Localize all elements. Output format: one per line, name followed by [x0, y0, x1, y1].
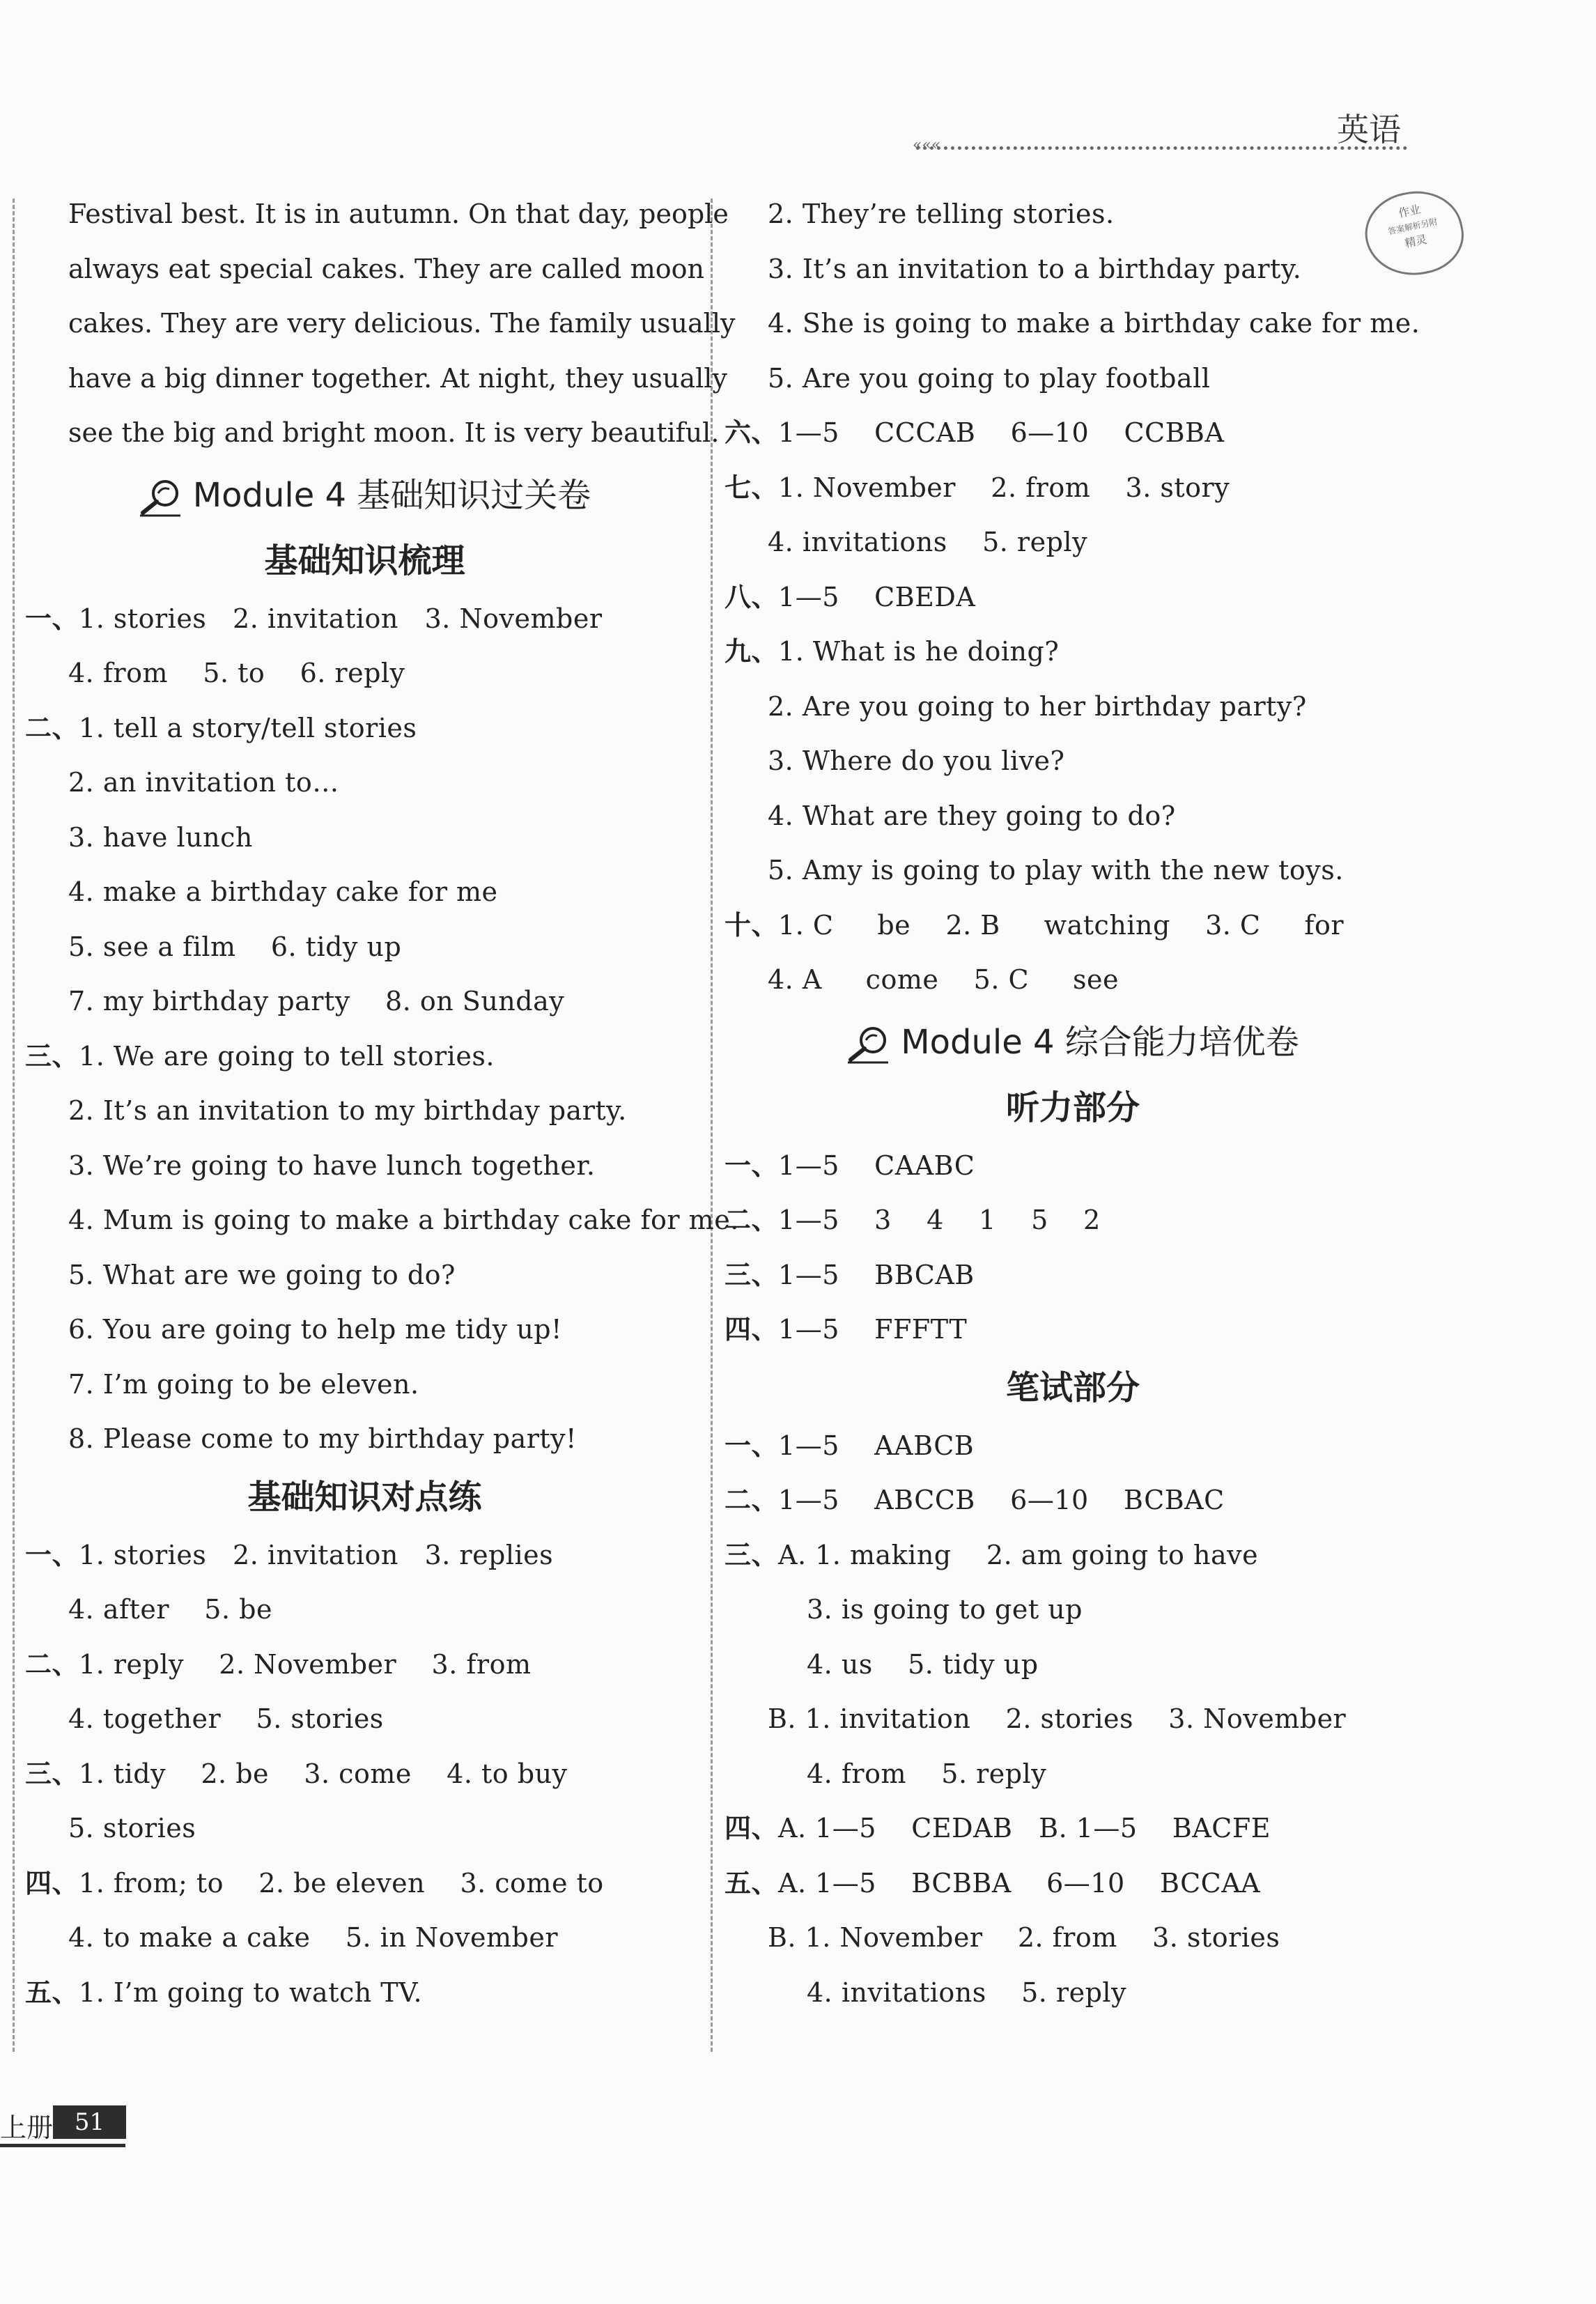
answer-line — [725, 1801, 1421, 1856]
section-title: 笔试部分 — [1005, 1368, 1140, 1407]
answer-text: 1. What is he doing? — [778, 636, 1060, 667]
answer-text: 4. after 5. be — [68, 1594, 272, 1625]
answer-text: A. 1—5 BCBBA 6—10 BCCAA — [778, 1867, 1261, 1899]
question-number: 八、 — [725, 581, 779, 612]
question-number: 三、 — [725, 1539, 779, 1570]
answer-line — [25, 1248, 704, 1303]
answer-text: 1—5 CCCAB 6—10 CCBBA — [778, 417, 1225, 448]
section-title: 听力部分 — [1005, 1088, 1140, 1127]
section-title: 基础知识对点练 — [247, 1477, 482, 1517]
module-title-text: Module 4 综合能力培优卷 — [901, 1022, 1299, 1062]
answer-text: 4. to make a cake 5. in November — [68, 1922, 558, 1953]
answer-line — [725, 515, 1421, 570]
question-number: 七、 — [725, 472, 779, 503]
question-number: 四、 — [725, 1813, 779, 1843]
answer-text: 4. from 5. to 6. reply — [68, 658, 405, 688]
answer-list — [25, 592, 739, 1467]
answer-text: 1. stories 2. invitation 3. November — [79, 603, 603, 634]
answer-text: 4. She is going to make a birthday cake for me. — [768, 308, 1420, 339]
answer-text: 4. A come 5. C see — [768, 964, 1119, 995]
answer-line — [25, 646, 704, 701]
magnifier-icon — [846, 1025, 891, 1064]
answer-line — [725, 734, 1421, 789]
answer-text: 1. stories 2. invitation 3. replies — [79, 1539, 554, 1570]
answer-line — [25, 1747, 704, 1802]
answer-line — [725, 351, 1421, 406]
answer-text: 5. stories — [68, 1813, 196, 1843]
answer-text: 2. an invitation to… — [68, 767, 339, 798]
answer-text: 3. is going to get up — [807, 1594, 1083, 1625]
magnifier-icon — [139, 478, 183, 517]
answer-line — [25, 1637, 704, 1692]
question-number: 三、 — [25, 1758, 79, 1789]
answer-text: 4. What are they going to do? — [768, 800, 1176, 831]
question-number: 二、 — [25, 712, 79, 743]
answer-line — [725, 1747, 1421, 1802]
answer-line — [25, 1692, 704, 1747]
answer-text: 5. Amy is going to play with the new toys. — [768, 855, 1344, 886]
answer-text: 4. invitations 5. reply — [807, 1977, 1127, 2008]
intro-line: Festival best. It is in autumn. On that day, people — [68, 199, 729, 229]
stamp-top: 作业 — [1397, 202, 1422, 220]
answer-line — [25, 1302, 704, 1357]
answer-text: 1. November 2. from 3. story — [778, 472, 1230, 503]
answer-text: 5. What are we going to do? — [68, 1259, 456, 1290]
answer-line — [25, 755, 704, 810]
question-number: 一、 — [725, 1150, 779, 1181]
answer-line — [725, 898, 1421, 953]
question-number: 二、 — [25, 1648, 79, 1680]
answer-line — [725, 789, 1421, 844]
answer-line — [725, 843, 1421, 898]
answer-text: 4. from 5. reply — [807, 1758, 1047, 1789]
section-title: 基础知识梳理 — [264, 541, 465, 580]
answer-line — [725, 1582, 1421, 1637]
module-title — [25, 461, 704, 530]
answer-text: 4. together 5. stories — [68, 1703, 384, 1734]
answer-line — [725, 570, 1421, 625]
answer-text: 6. You are going to help me tidy up! — [68, 1314, 562, 1345]
question-number: 五、 — [725, 1867, 779, 1899]
module-title-text: Module 4 基础知识过关卷 — [192, 475, 591, 515]
stamp-bottom: 精灵 — [1403, 232, 1429, 250]
header-arrows: ««« — [913, 137, 941, 154]
answer-text: 1—5 CBEDA — [778, 581, 976, 612]
answer-line — [25, 1965, 704, 2020]
intro-line: cakes. They are very delicious. The family usually — [68, 308, 736, 339]
answer-line — [25, 701, 704, 756]
answer-text: 1. reply 2. November 3. from — [79, 1648, 532, 1680]
answer-line — [725, 187, 1421, 242]
answer-text: 1. from; to 2. be eleven 3. come to — [79, 1867, 604, 1899]
answer-text: 1. tell a story/tell stories — [79, 712, 417, 743]
answer-text: B. 1. invitation 2. stories 3. November — [768, 1703, 1347, 1734]
answer-text: 1. We are going to tell stories. — [79, 1040, 495, 1072]
answer-line — [725, 1418, 1421, 1474]
answer-text: 1—5 CAABC — [778, 1150, 975, 1181]
answer-text: 1—5 AABCB — [778, 1430, 975, 1461]
answer-line — [25, 974, 704, 1029]
module-title — [725, 1007, 1421, 1077]
volume-label: 上册 — [0, 2112, 54, 2143]
left-margin-line — [13, 199, 15, 2052]
answer-text: A. 1—5 CEDAB B. 1—5 BACFE — [778, 1813, 1271, 1843]
answer-text: 1. tidy 2. be 3. come 4. to buy — [79, 1758, 568, 1789]
answer-line — [725, 1856, 1421, 1911]
question-number: 一、 — [25, 1539, 79, 1570]
right-column — [725, 187, 1421, 2020]
answer-list — [725, 187, 1421, 1007]
question-number: 二、 — [725, 1485, 779, 1515]
question-number: 九、 — [725, 636, 779, 667]
answer-text: 1. I’m going to watch TV. — [79, 1977, 423, 2008]
answer-line — [25, 1138, 704, 1193]
answer-line — [725, 296, 1421, 351]
answer-line — [725, 1528, 1421, 1583]
answer-text: 4. make a birthday cake for me — [68, 876, 498, 907]
answer-line — [25, 1910, 704, 1965]
question-number: 三、 — [25, 1040, 79, 1072]
header-dotted-rule — [916, 146, 1407, 150]
footer-rule — [0, 2144, 125, 2147]
answer-line — [725, 1637, 1421, 1692]
question-number: 一、 — [725, 1430, 779, 1461]
answer-text: 4. invitations 5. reply — [768, 527, 1088, 557]
answer-line — [725, 405, 1421, 461]
intro-line: have a big dinner together. At night, they usually — [68, 362, 727, 394]
answer-line — [725, 1473, 1421, 1528]
answer-line — [25, 810, 704, 865]
question-number: 五、 — [25, 1977, 79, 2008]
intro-line: always eat special cakes. They are called moon — [68, 253, 704, 284]
answer-text: 2. They’re telling stories. — [768, 199, 1115, 229]
answer-text: B. 1. November 2. from 3. stories — [768, 1922, 1280, 1953]
answer-text: 5. see a film 6. tidy up — [68, 931, 402, 962]
answer-text: 1—5 ABCCB 6—10 BCBAC — [778, 1485, 1225, 1515]
answer-line — [25, 1029, 704, 1084]
column-divider — [711, 199, 713, 2052]
answer-line — [25, 1357, 704, 1412]
answer-line — [725, 624, 1421, 679]
answer-text: 7. I’m going to be eleven. — [68, 1368, 419, 1400]
intro-line: see the big and bright moon. It is very beautiful. — [68, 417, 720, 448]
answer-text: 1—5 BBCAB — [778, 1259, 975, 1290]
answer-line — [725, 952, 1421, 1007]
answer-list — [25, 1528, 704, 2020]
question-number: 四、 — [25, 1867, 79, 1899]
answer-line — [725, 1965, 1421, 2020]
answer-line — [725, 679, 1421, 734]
answer-line — [725, 242, 1421, 297]
answer-text: 3. have lunch — [68, 821, 253, 853]
answer-line — [725, 1692, 1421, 1747]
answer-text: 1. C be 2. B watching 3. C for — [778, 909, 1344, 941]
answer-text: 8. Please come to my birthday party! — [68, 1423, 577, 1454]
answer-line — [725, 461, 1421, 516]
answer-line — [25, 920, 704, 975]
answer-text: 3. It’s an invitation to a birthday party. — [768, 253, 1302, 284]
answer-line — [25, 1412, 704, 1467]
answer-text: A. 1. making 2. am going to have — [778, 1539, 1259, 1570]
answer-line — [725, 1302, 1421, 1357]
answer-list — [725, 1138, 1421, 1357]
answer-line — [25, 1582, 704, 1637]
question-number: 六、 — [725, 417, 779, 448]
answer-line — [25, 1856, 704, 1911]
answer-line — [25, 592, 704, 647]
answer-line — [725, 1138, 1421, 1193]
answer-line — [725, 1193, 1421, 1248]
question-number: 三、 — [725, 1259, 779, 1290]
answer-line — [725, 1910, 1421, 1965]
answer-line — [25, 1193, 739, 1248]
answer-text: 3. We’re going to have lunch together. — [68, 1150, 596, 1181]
answer-text: 2. Are you going to her birthday party? — [768, 690, 1307, 722]
answer-text: 1—5 3 4 1 5 2 — [778, 1205, 1101, 1235]
answer-line — [25, 1801, 704, 1856]
answer-line — [25, 1528, 704, 1583]
answer-text: 5. Are you going to play football — [768, 362, 1211, 394]
answer-line — [25, 1083, 704, 1138]
answer-text: 3. Where do you live? — [768, 745, 1065, 776]
subject-label: 英语 — [1337, 111, 1401, 148]
answer-list — [725, 1418, 1421, 2020]
question-number: 四、 — [725, 1314, 779, 1345]
answer-text: 7. my birthday party 8. on Sunday — [68, 986, 565, 1016]
answer-line — [25, 865, 704, 920]
answer-line — [725, 1248, 1421, 1303]
answer-text: 1—5 FFFTT — [778, 1314, 968, 1345]
answer-text: 4. Mum is going to make a birthday cake for me. — [68, 1205, 739, 1235]
answer-text: 2. It’s an invitation to my birthday party. — [68, 1095, 627, 1126]
stamp-mid: 答案解析另附 — [1387, 216, 1439, 237]
question-number: 二、 — [725, 1205, 779, 1235]
left-column — [25, 187, 739, 2020]
question-number: 一、 — [25, 603, 79, 634]
answer-text: 4. us 5. tidy up — [807, 1648, 1039, 1680]
page-number: 51 — [53, 2105, 126, 2139]
question-number: 十、 — [725, 909, 779, 941]
